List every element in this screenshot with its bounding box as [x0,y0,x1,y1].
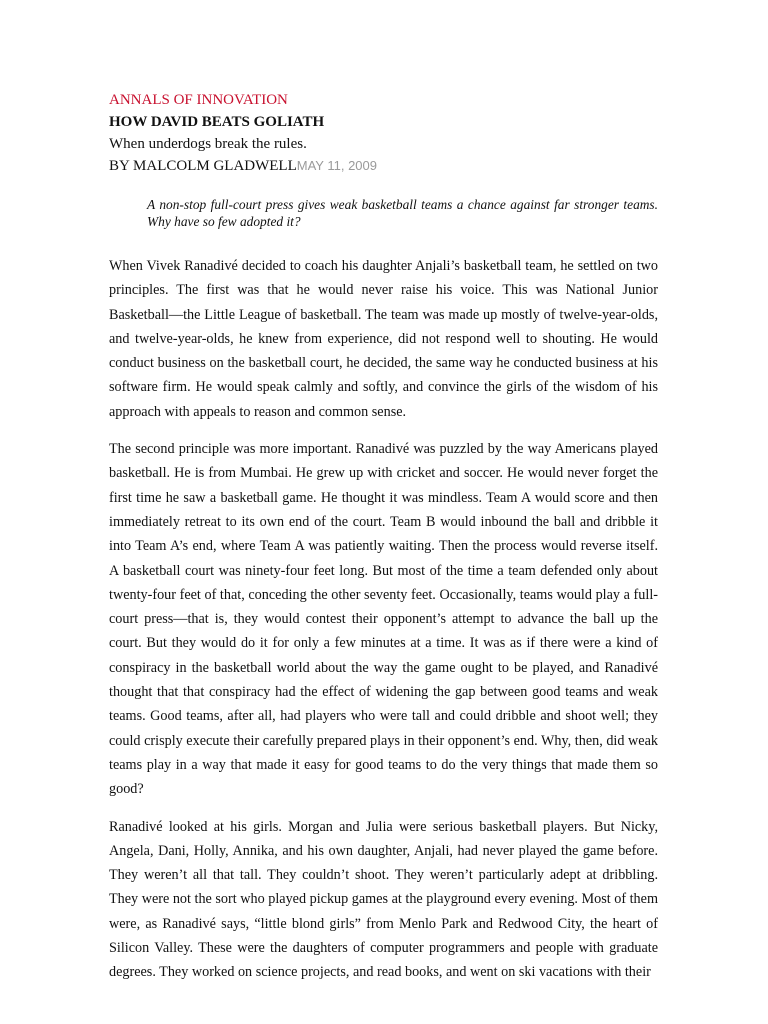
paragraph-1: When Vivek Ranadivé decided to coach his daughter Anjali’s basketball team, he settled on two principles. The first was that he would never raise his voice. This was National Junior Basketball—the Little League of basketball. The team was made up mostly of twelve-year-olds, and twelve-year-olds, he knew from experience, did not respond well to shouting. He would conduct business on the basketball court, he decided, the same way he conducted business at his software firm. He would speak calmly and softly, and convince the girls of the wisdom of his approach with appeals to reason and common sense. [109,258,658,420]
article-body [109,254,658,998]
article-header [109,89,669,177]
article-date: MAY 11, 2009 [296,158,377,173]
article-headline: HOW DAVID BEATS GOLIATH [109,114,325,130]
paragraph-3: Ranadivé looked at his girls. Morgan and Julia were serious basketball players. But Nicky, Angela, Dani, Holly, Annika, and his own daughter, Anjali, had never played the game before. They weren’t all that tall. They couldn’t shoot. They weren’t particularly adept at dribbling. They were not the sort who played pickup games at the playground every evening. Most of them were, as Ranadivé says, “little blond girls” from Menlo Park and Redwood City, the heart of Silicon Valley. These were the daughters of computer programmers and people with graduate degrees. They worked on science projects, and read books, and went on ski vacations with their [109,818,658,981]
paragraph-2: The second principle was more important. Ranadivé was puzzled by the way Americans played basketball. He is from Mumbai. He grew up with cricket and soccer. He would never forget the first time he saw a basketball game. He thought it was mindless. Team A would score and then immediately retreat to its own end of the court. Team B would inbound the ball and dribble it into Team A’s end, where Team A was patiently waiting. Then the process would reverse itself. A basketball court was ninety-four feet long. But most of the time a team defended only about twenty-four feet of that, conceding the other seventy feet. Occasionally, teams would play a full-court press—that is, they would contest their opponent’s attempt to advance the ball up the court. But they would do it for only a few minutes at a time. It was as if there were a kind of conspiracy in the basketball world about the way the game ought to be played, and Ranadivé thought that that conspiracy had the effect of widening the gap between good teams and weak teams. Good teams, after all, had players who were tall and could dribble and shoot well; they could crisply execute their carefully prepared plays in their opponent’s end. Why, then, did weak teams play in a way that made it easy for good teams to do the very things that made them so good? [109,441,658,798]
byline-line [109,155,669,177]
article-dek: A non-stop full-court press gives weak basketball teams a chance against far stronger teams. Why have so few adopted it? [147,197,658,229]
article-byline: BY MALCOLM GLADWELL [109,158,297,174]
department-label: ANNALS OF INNOVATION [109,92,288,108]
article-subhead: When underdogs break the rules. [109,136,307,152]
